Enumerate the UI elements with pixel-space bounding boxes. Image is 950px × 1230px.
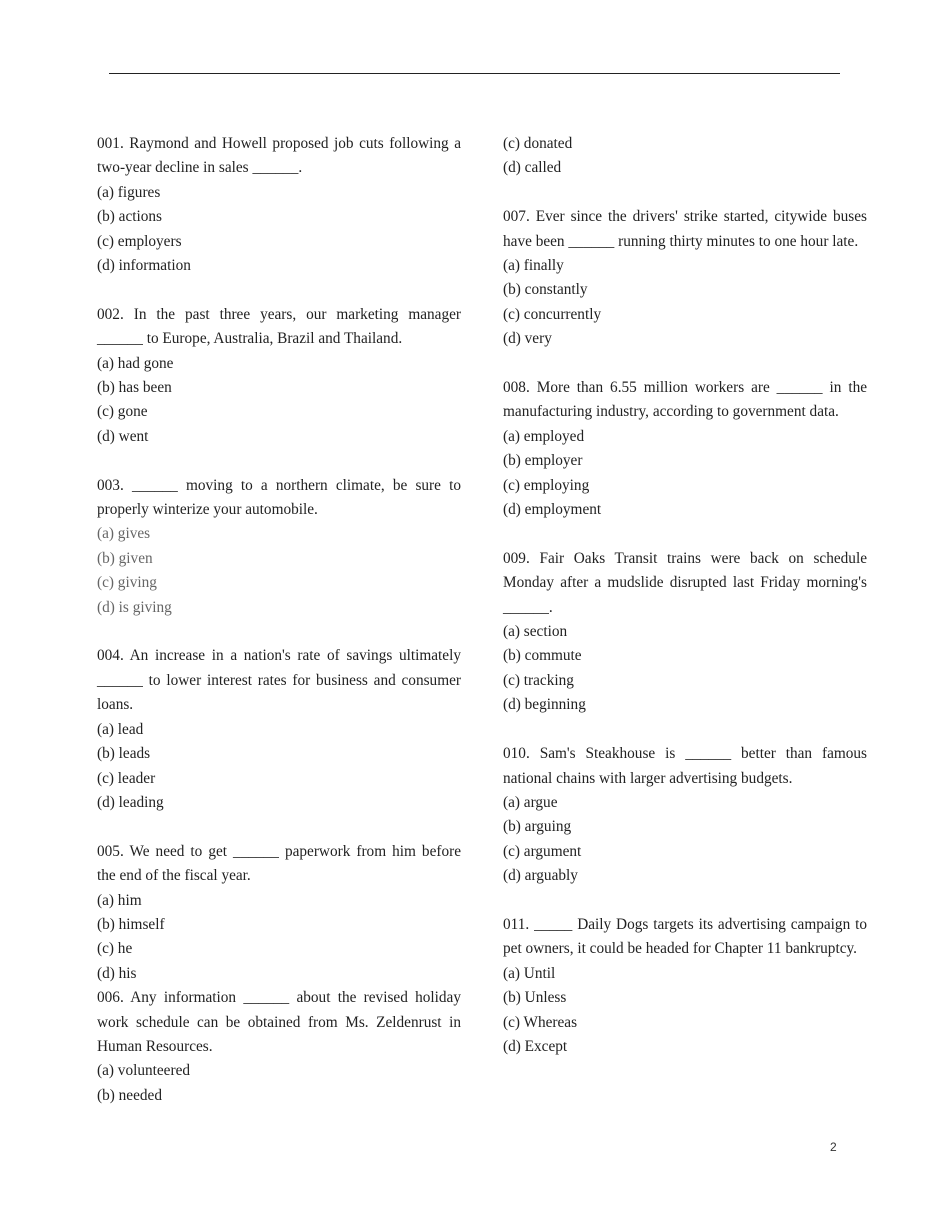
question-001 <box>97 132 461 278</box>
page-number: 2 <box>830 1140 837 1154</box>
option-b: (b) leads <box>97 745 151 763</box>
option-a: (a) figures <box>97 183 161 201</box>
option-c: (c) employers <box>97 232 182 250</box>
option-d: (d) is giving <box>97 598 172 616</box>
option-c: (c) giving <box>97 574 157 592</box>
option-d: (d) employment <box>503 501 602 519</box>
question-006-continued <box>503 132 867 181</box>
option-a: (a) volunteered <box>97 1062 191 1080</box>
question-text: 010. Sam's Steakhouse is ______ better than famous national chains with larger advertising budgets. <box>503 745 868 787</box>
option-d: (d) beginning <box>503 696 586 714</box>
question-004 <box>97 644 461 815</box>
question-text: 001. Raymond and Howell proposed job cuts following a two-year decline in sales ______. <box>97 135 461 177</box>
question-text: 003. ______ moving to a northern climate, be sure to properly winterize your automobile. <box>97 476 461 519</box>
question-006 <box>97 986 461 1108</box>
question-text: 005. We need to get ______ paperwork from him before the end of the fiscal year. <box>97 842 461 885</box>
question-text: 008. More than 6.55 million workers are ______ in the manufacturing industry, according to government data. <box>503 379 868 421</box>
option-d: (d) information <box>97 257 191 275</box>
option-a: (a) had gone <box>97 354 174 372</box>
left-column <box>97 132 461 1108</box>
right-column <box>503 132 867 1059</box>
header-rule <box>109 73 840 74</box>
question-text: 009. Fair Oaks Transit trains were back on schedule Monday after a mudslide disrupted last Friday morning's ______. <box>503 549 867 616</box>
question-text: 011. _____ Daily Dogs targets its advertising campaign to pet owners, it could be headed for Chapter 11 bankruptcy. <box>503 915 867 958</box>
option-b: (b) Unless <box>503 989 567 1007</box>
question-010 <box>503 742 867 888</box>
option-d: (d) very <box>503 330 552 348</box>
option-d: (d) went <box>97 427 149 445</box>
question-text: 006. Any information ______ about the revised holiday work schedule can be obtained from Ms. Zeldenrust in Human Resources. <box>97 989 461 1055</box>
option-a: (a) gives <box>97 525 151 543</box>
question-011 <box>503 913 867 1059</box>
option-c: (c) Whereas <box>503 1013 578 1031</box>
question-text: 007. Ever since the drivers' strike started, citywide buses have been ______ running thirty minutes to one hour late. <box>503 208 867 250</box>
option-a: (a) him <box>97 891 142 909</box>
option-a: (a) Until <box>503 964 556 982</box>
question-009 <box>503 547 867 718</box>
option-c: (c) he <box>97 940 133 958</box>
option-b: (b) given <box>97 549 153 567</box>
option-d: (d) leading <box>97 793 164 811</box>
option-b: (b) arguing <box>503 818 572 836</box>
question-007 <box>503 205 867 351</box>
option-b: (b) needed <box>97 1086 162 1104</box>
option-d: (d) called <box>503 159 562 177</box>
option-c: (c) argument <box>503 842 582 860</box>
option-a: (a) finally <box>503 257 564 275</box>
option-a: (a) lead <box>97 720 144 738</box>
option-b: (b) actions <box>97 208 162 226</box>
option-c: (c) leader <box>97 769 156 787</box>
option-a: (a) employed <box>503 427 585 445</box>
question-text: 004. An increase in a nation's rate of savings ultimately ______ to lower interest rates for business and consumer loans. <box>97 647 461 714</box>
question-002 <box>97 303 461 449</box>
option-b: (b) himself <box>97 915 165 933</box>
option-a: (a) argue <box>503 793 558 811</box>
option-c: (c) tracking <box>503 671 574 689</box>
option-b: (b) employer <box>503 452 583 470</box>
option-b: (b) has been <box>97 379 172 397</box>
option-c: (c) concurrently <box>503 305 602 323</box>
question-text: 002. In the past three years, our marketing manager ______ to Europe, Australia, Brazil and Thailand. <box>97 305 462 348</box>
option-d: (d) arguably <box>503 867 578 885</box>
question-003 <box>97 474 461 620</box>
option-b: (b) commute <box>503 647 582 665</box>
option-c: (c) employing <box>503 476 590 494</box>
option-c: (c) gone <box>97 403 148 421</box>
option-d: (d) his <box>97 964 137 982</box>
option-a: (a) section <box>503 623 568 641</box>
option-d: (d) Except <box>503 1037 568 1055</box>
option-b: (b) constantly <box>503 281 588 299</box>
question-008 <box>503 376 867 522</box>
question-005 <box>97 840 461 986</box>
option-c: (c) donated <box>503 135 573 152</box>
